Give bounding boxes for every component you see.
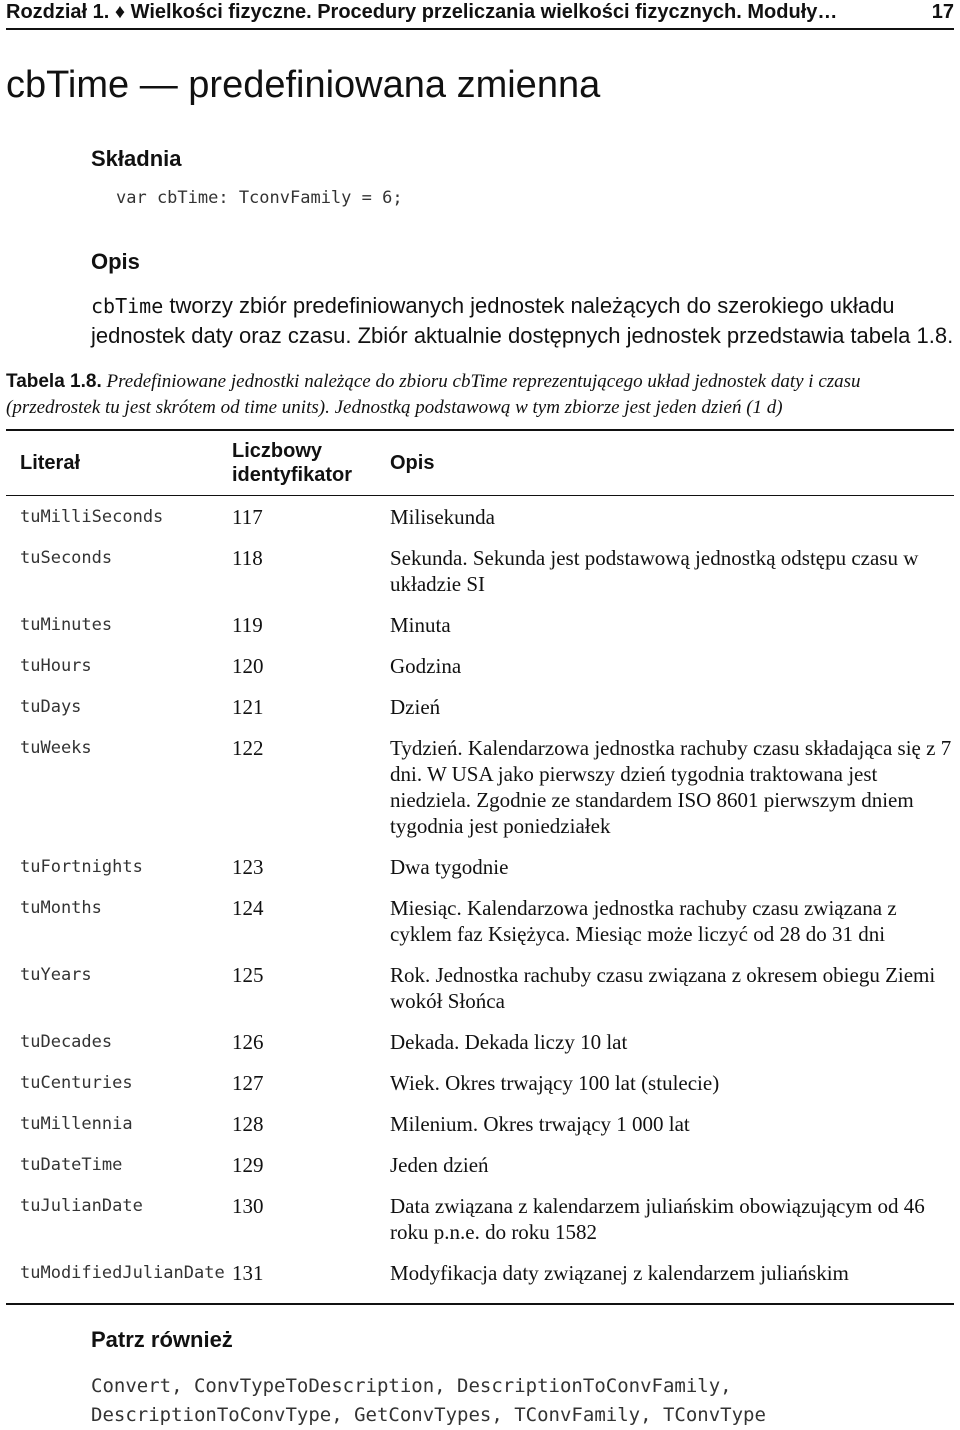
- units-table: [6, 429, 954, 1305]
- table-caption-text: Predefiniowane jednostki należące do zbioru cbTime reprezentującego układ jednostek daty i czasu (przedrostek tu jest skrótem od time units). Jednostką podstawową w tym zbiorze jest jeden dzień (1 d): [6, 371, 861, 418]
- page-number: 17: [931, 1, 954, 23]
- cell-id: 129: [232, 1153, 264, 1177]
- cell-literal: tuMinutes: [20, 615, 113, 635]
- description-paragraph: [91, 291, 957, 351]
- cell-id: 125: [232, 963, 264, 987]
- table-row: [6, 612, 954, 638]
- cell-description: Tydzień. Kalendarzowa jednostka rachuby czasu składająca się z 7 dni. W USA jako pierwszy dzień tygodnia traktowana jest niedziela. Zgodnie ze standardem ISO 8601 pierwszym dniem tygodnia jest poniedziałek: [390, 736, 952, 838]
- table-caption: [6, 369, 956, 421]
- cell-id: 131: [232, 1261, 264, 1285]
- table-header-row: [6, 431, 954, 496]
- cell-literal: tuMillennia: [20, 1114, 133, 1134]
- cell-description: Miesiąc. Kalendarzowa jednostka rachuby czasu związana z cyklem faz Księżyca. Miesiąc może liczyć od 28 do 31 dni: [390, 896, 897, 946]
- cell-description: Godzina: [390, 654, 462, 678]
- cell-literal: tuJulianDate: [20, 1196, 143, 1216]
- column-header-description: Opis: [390, 452, 435, 474]
- table-row: [6, 545, 954, 597]
- cell-literal: tuCenturies: [20, 1073, 133, 1093]
- cell-id: 123: [232, 855, 264, 879]
- cell-id: 124: [232, 896, 264, 920]
- cell-description: Dwa tygodnie: [390, 855, 509, 879]
- cell-description: Dzień: [390, 695, 441, 719]
- see-also-heading: Patrz również: [91, 1327, 233, 1352]
- cell-literal: tuHours: [20, 656, 92, 676]
- cell-description: Data związana z kalendarzem juliańskim obowiązującym od 46 roku p.n.e. do roku 1582: [390, 1194, 925, 1244]
- running-title: Rozdział 1. ♦ Wielkości fizyczne. Procedury przeliczania wielkości fizycznych. Moduły…: [6, 1, 838, 23]
- table-row: [6, 735, 954, 839]
- cell-description: Wiek. Okres trwający 100 lat (stulecie): [390, 1071, 720, 1095]
- column-header-id: Liczbowy identyfikator: [232, 440, 353, 486]
- cell-description: Sekunda. Sekunda jest podstawową jednostką odstępu czasu w układzie SI: [390, 546, 919, 596]
- table-row: [6, 1152, 954, 1178]
- cell-description: Milisekunda: [390, 505, 495, 529]
- cell-description: Minuta: [390, 613, 451, 637]
- cell-literal: tuSeconds: [20, 548, 113, 568]
- cell-literal: tuDecades: [20, 1032, 113, 1052]
- cell-literal: tuMonths: [20, 898, 102, 918]
- table-row: [6, 962, 954, 1014]
- cell-literal: tuFortnights: [20, 857, 143, 877]
- page-title: cbTime — predefiniowana zmienna: [6, 64, 601, 106]
- cell-literal: tuDays: [20, 697, 82, 717]
- table-row: [6, 504, 954, 530]
- cell-id: 117: [232, 505, 263, 529]
- cell-description: Dekada. Dekada liczy 10 lat: [390, 1030, 628, 1054]
- cell-description: Jeden dzień: [390, 1153, 489, 1177]
- cell-id: 118: [232, 546, 263, 570]
- syntax-code: var cbTime: TconvFamily = 6;: [116, 188, 403, 208]
- cell-id: 121: [232, 695, 264, 719]
- table-row: [6, 895, 954, 947]
- cell-description: Rok. Jednostka rachuby czasu związana z okresem obiegu Ziemi wokół Słońca: [390, 963, 936, 1013]
- table-caption-label: Tabela 1.8.: [6, 371, 102, 392]
- description-heading: Opis: [91, 249, 140, 274]
- syntax-heading: Składnia: [91, 146, 182, 171]
- cell-id: 127: [232, 1071, 264, 1095]
- table-row: [6, 854, 954, 880]
- table-row: [6, 1029, 954, 1055]
- cell-id: 120: [232, 654, 264, 678]
- description-text: tworzy zbiór predefiniowanych jednostek należących do szerokiego układu jednostek daty oraz czasu. Zbiór aktualnie dostępnych jednostek przedstawia tabela 1.8.: [91, 293, 954, 348]
- cell-id: 119: [232, 613, 263, 637]
- table-row: [6, 1260, 954, 1286]
- table-row: [6, 1070, 954, 1096]
- cell-id: 130: [232, 1194, 264, 1218]
- cell-literal: tuYears: [20, 965, 92, 985]
- cell-id: 126: [232, 1030, 264, 1054]
- table-row: [6, 694, 954, 720]
- description-code-term: cbTime: [91, 294, 164, 318]
- table-row: [6, 1111, 954, 1137]
- cell-literal: tuMilliSeconds: [20, 507, 164, 527]
- cell-description: Modyfikacja daty związanej z kalendarzem juliańskim: [390, 1261, 849, 1285]
- table-body: [6, 496, 954, 1303]
- see-also-list: Convert, ConvTypeToDescription, DescriptionToConvFamily, DescriptionToConvType, GetConvTypes, TConvFamily, TConvType: [91, 1375, 766, 1426]
- cell-literal: tuDateTime: [20, 1155, 123, 1175]
- page-header: [6, 0, 954, 30]
- cell-description: Milenium. Okres trwający 1 000 lat: [390, 1112, 690, 1136]
- table-row: [6, 653, 954, 679]
- cell-id: 128: [232, 1112, 264, 1136]
- table-row: [6, 1193, 954, 1245]
- cell-literal: tuWeeks: [20, 738, 92, 758]
- cell-id: 122: [232, 736, 264, 760]
- cell-literal: tuModifiedJulianDate: [20, 1263, 225, 1283]
- column-header-literal: Literał: [20, 452, 81, 474]
